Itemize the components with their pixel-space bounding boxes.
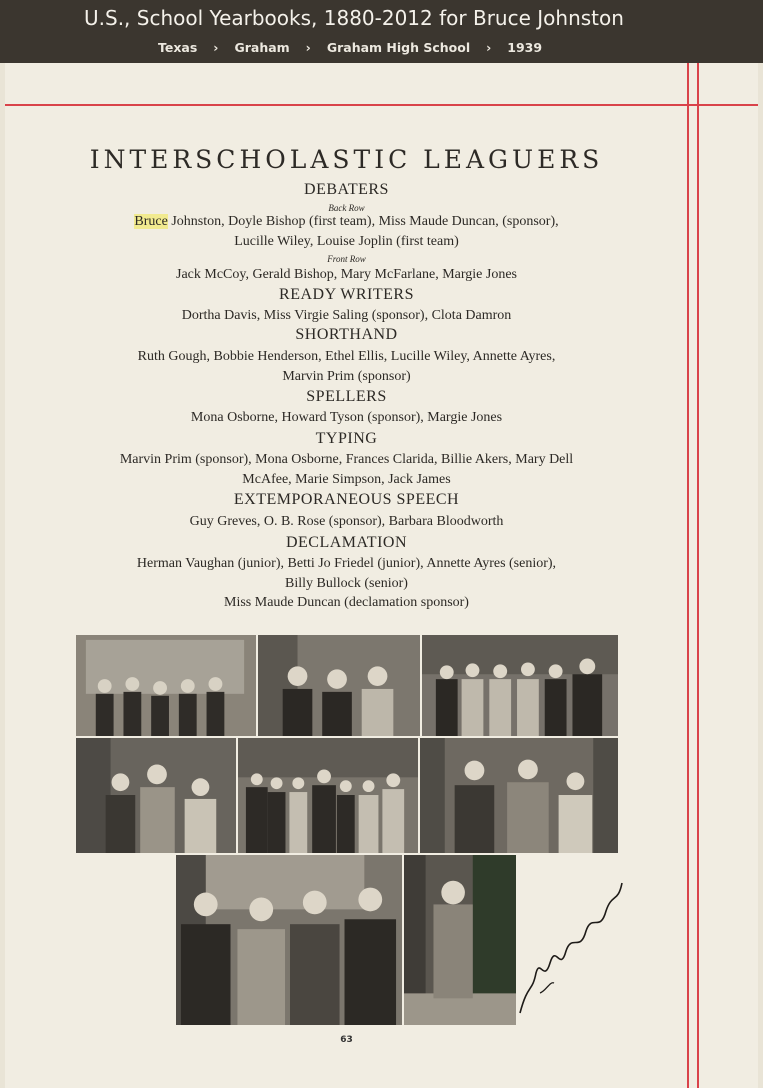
- chevron-right-icon: ›: [213, 39, 219, 55]
- names-line: Ruth Gough, Bobbie Henderson, Ethel Ellis, Lucille Wiley, Annette Ayres,: [137, 349, 556, 364]
- names-line: Lucille Wiley, Louise Joplin (first team): [234, 234, 459, 249]
- collection-title: U.S., School Yearbooks, 1880-2012 for Bruce Johnston: [84, 6, 624, 30]
- section-title-shorthand: SHORTHAND: [295, 326, 398, 343]
- names-line: Billy Bullock (senior): [285, 576, 408, 591]
- breadcrumb-state[interactable]: Texas: [158, 39, 198, 55]
- group-photo: [175, 854, 403, 1026]
- group-photo: [75, 737, 237, 854]
- page-number: 63: [340, 1035, 353, 1045]
- viewer-header: [0, 0, 763, 63]
- breadcrumb-year[interactable]: 1939: [507, 39, 543, 55]
- names-line: Herman Vaughan (junior), Betti Jo Friedel (junior), Annette Ayres (senior),: [136, 556, 557, 571]
- section-title-typing: TYPING: [315, 430, 378, 447]
- names-line: McAfee, Marie Simpson, Jack James: [242, 472, 451, 487]
- group-photo: [421, 634, 619, 737]
- breadcrumb-city[interactable]: Graham: [234, 39, 290, 55]
- row-label: Back Row: [328, 203, 365, 213]
- margin-rule-vertical: [697, 63, 699, 1088]
- names-line: Mona Osborne, Howard Tyson (sponsor), Margie Jones: [190, 410, 503, 425]
- chevron-right-icon: ›: [486, 39, 492, 55]
- group-photo: [237, 737, 419, 854]
- breadcrumb: [158, 38, 542, 56]
- page-title: INTERSCHOLASTIC LEAGUERS: [89, 145, 604, 174]
- section-title-ready-writers: READY WRITERS: [279, 286, 414, 303]
- section-title-spellers: SPELLERS: [306, 388, 387, 405]
- names-line: [5, 214, 688, 230]
- names-text: Johnston, Doyle Bishop (first team), Miss Maude Duncan, (sponsor),: [167, 214, 559, 229]
- portrait-photo: [403, 854, 517, 1026]
- margin-rule-horizontal: [5, 104, 758, 106]
- names-line: Guy Greves, O. B. Rose (sponsor), Barbara Bloodworth: [189, 514, 504, 529]
- group-photo: [257, 634, 421, 737]
- section-title-debaters: DEBATERS: [304, 181, 389, 198]
- row-label: Front Row: [327, 254, 366, 264]
- group-photo: [419, 737, 619, 854]
- handwritten-signature: [510, 863, 630, 1023]
- section-title-extemporaneous-speech: EXTEMPORANEOUS SPEECH: [233, 491, 460, 508]
- search-highlight[interactable]: Bruce: [134, 214, 168, 229]
- names-line: Marvin Prim (sponsor): [282, 369, 411, 384]
- names-line: Dortha Davis, Miss Virgie Saling (sponsor), Clota Damron: [181, 308, 512, 323]
- chevron-right-icon: ›: [305, 39, 311, 55]
- names-line: Jack McCoy, Gerald Bishop, Mary McFarlane, Margie Jones: [176, 267, 517, 282]
- section-title-declamation: DECLAMATION: [285, 534, 408, 551]
- yearbook-page-image: [5, 63, 758, 1088]
- names-line: Marvin Prim (sponsor), Mona Osborne, Frances Clarida, Billie Akers, Mary Dell: [119, 452, 574, 467]
- breadcrumb-school[interactable]: Graham High School: [326, 39, 471, 55]
- group-photo: [75, 634, 257, 737]
- names-line: Miss Maude Duncan (declamation sponsor): [224, 595, 469, 610]
